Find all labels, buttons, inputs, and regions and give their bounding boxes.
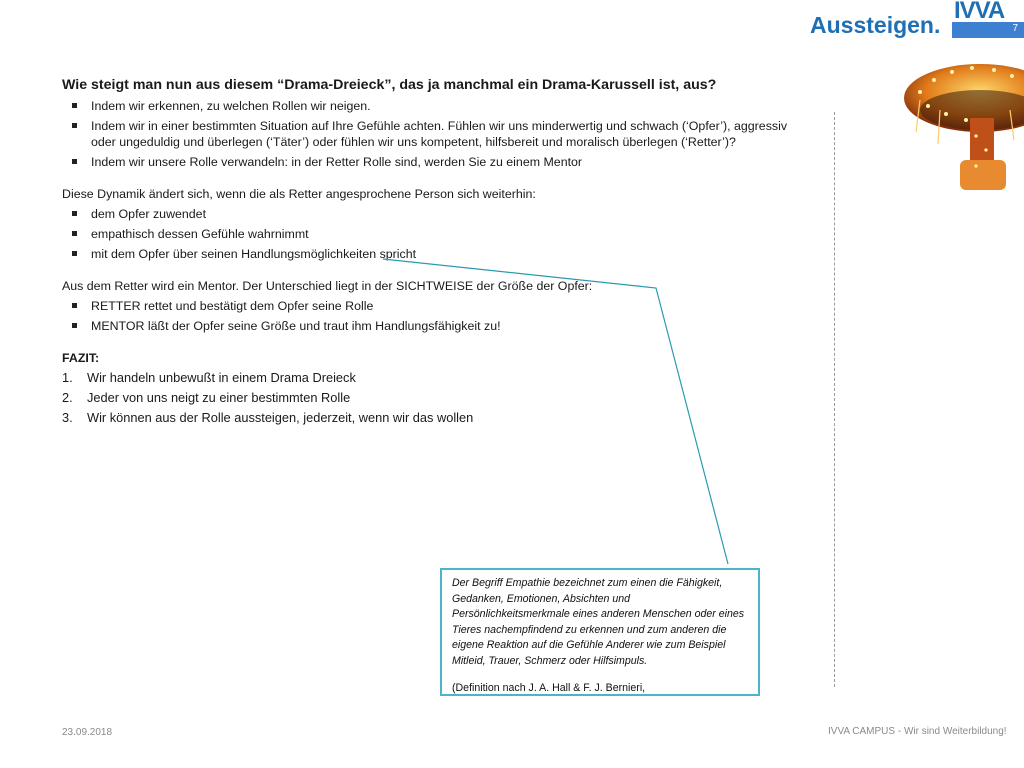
list-item: empathisch dessen Gefühle wahrnimmt: [62, 226, 792, 242]
fazit-list: [62, 370, 792, 426]
ivva-logo: IVVA: [954, 0, 1005, 22]
list-item: dem Opfer zuwendet: [62, 206, 792, 222]
fazit-item: 3. Wir können aus der Rolle aussteigen, jederzeit, wenn wir das wollen: [62, 410, 474, 425]
bullet-list-3: [62, 298, 792, 334]
main-question: Wie steigt man nun aus diesem “Drama-Dreieck”, das ja manchmal ein Drama-Karussell ist, aus?: [62, 77, 717, 93]
carousel-image: [900, 40, 1024, 200]
list-item: RETTER rettet und bestätigt dem Opfer seine Rolle: [62, 298, 792, 314]
bullet-list-2: [62, 206, 792, 262]
paragraph-mentor: Aus dem Retter wird ein Mentor. Der Unterschied liegt in der SICHTWEISE der Größe der Opfer:: [62, 279, 593, 293]
footer-tagline: IVVA CAMPUS - Wir sind Weiterbildung!: [828, 726, 1007, 737]
fazit-item: 1. Wir handeln unbewußt in einem Drama Dreieck: [62, 370, 356, 385]
list-item: Indem wir unsere Rolle verwandeln: in der Retter Rolle sind, werden Sie zu einem Mentor: [62, 154, 792, 170]
paragraph-dynamics: Diese Dynamik ändert sich, wenn die als Retter angesprochene Person sich weiterhin:: [62, 187, 536, 201]
empathy-definition-callout: [440, 568, 760, 696]
callout-source: (Definition nach J. A. Hall & F. J. Bernieri,: [452, 682, 646, 694]
fazit-heading: FAZIT:: [62, 351, 100, 365]
page-number-box: [952, 22, 1024, 38]
list-item: MENTOR läßt der Opfer seine Größe und traut ihm Handlungsfähigkeit zu!: [62, 318, 792, 334]
bullet-list-1: [62, 98, 792, 170]
dashed-divider: [834, 112, 835, 687]
callout-text: Der Begriff Empathie bezeichnet zum einen die Fähigkeit, Gedanken, Emotionen, Absichten und Persönlichkeitsmerkmale eines anderen Menschen oder eines Tieres nachempfindend zu erkennen und zum anderen die eigene Reaktion auf die Gefühle Anderer wie zum Beispiel Mitleid, Trauer, Schmerz oder Hilfsimpuls.: [452, 577, 745, 667]
main-content: [62, 76, 792, 430]
footer-date: 23.09.2018: [62, 727, 113, 738]
page-title: Aussteigen.: [810, 12, 941, 38]
list-item: Indem wir in einer bestimmten Situation auf Ihre Gefühle achten. Fühlen wir uns minderwertig und schwach (‘Opfer’), aggressiv oder ungeduldig und überlegen (‘Täter’) oder fühlen wir uns kompetent, hilfsbereit und moralisch überlegen (‘Retter’)?: [62, 118, 792, 150]
list-item: mit dem Opfer über seinen Handlungsmöglichkeiten spricht: [62, 246, 792, 262]
list-item: Indem wir erkennen, zu welchen Rollen wir neigen.: [62, 98, 792, 114]
page-number: 7: [1012, 23, 1018, 34]
fazit-item: 2. Jeder von uns neigt zu einer bestimmten Rolle: [62, 390, 351, 405]
